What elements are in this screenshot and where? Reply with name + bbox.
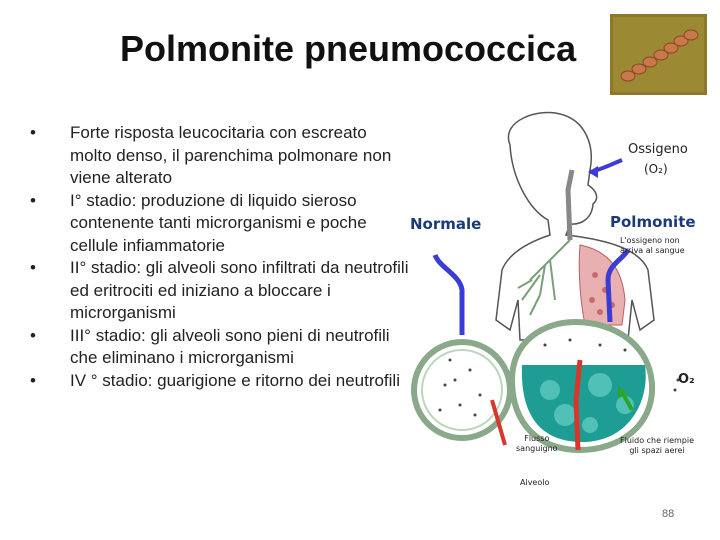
list-item: • Forte risposta leucocitaria con escreato molto denso, il parenchima polmonare non viene alterato	[30, 123, 392, 187]
label-blood-flow: Flusso sanguigno	[516, 434, 558, 453]
label-o2: O₂	[678, 372, 695, 387]
label-fluid: Fluido che riempie gli spazi aerei	[620, 436, 695, 455]
pneumococcus-image	[610, 14, 707, 95]
label-pneumonia: Polmonite	[610, 213, 696, 231]
bullet-dot: •	[30, 190, 36, 210]
label-no-oxygen: L'ossigeno non arriva al sangue	[620, 236, 685, 255]
anatomy-illustration	[400, 100, 710, 490]
label-alveolus: Alveolo	[520, 478, 550, 487]
label-oxygen: Ossigeno	[628, 142, 688, 157]
bullet-dot: •	[30, 123, 36, 142]
list-item: • I° stadio: produzione di liquido sieroso contenente tanti microrganismi e poche cellule infiammatorie	[30, 190, 367, 255]
list-item: • IV ° stadio: guarigione e ritorno dei neutrofili	[30, 370, 410, 393]
label-o2-formula: (O₂)	[644, 162, 668, 176]
list-item: • II° stadio: gli alveoli sono infiltrati da neutrofili ed eritrociti ed iniziano a bloccare i microrganismi	[30, 258, 409, 322]
bullet-list	[30, 122, 410, 392]
label-normal: Normale	[410, 215, 482, 233]
list-item: • III° stadio: gli alveoli sono pieni di neutrofili che eliminano i microrganismi	[30, 325, 390, 367]
bullet-dot: •	[30, 325, 36, 345]
pneumonia-diagram	[400, 100, 710, 490]
bullet-dot: •	[30, 370, 36, 390]
slide-title: Polmonite pneumococcica	[120, 28, 577, 69]
bullet-dot: •	[30, 258, 36, 277]
page-number: 88	[662, 508, 675, 520]
